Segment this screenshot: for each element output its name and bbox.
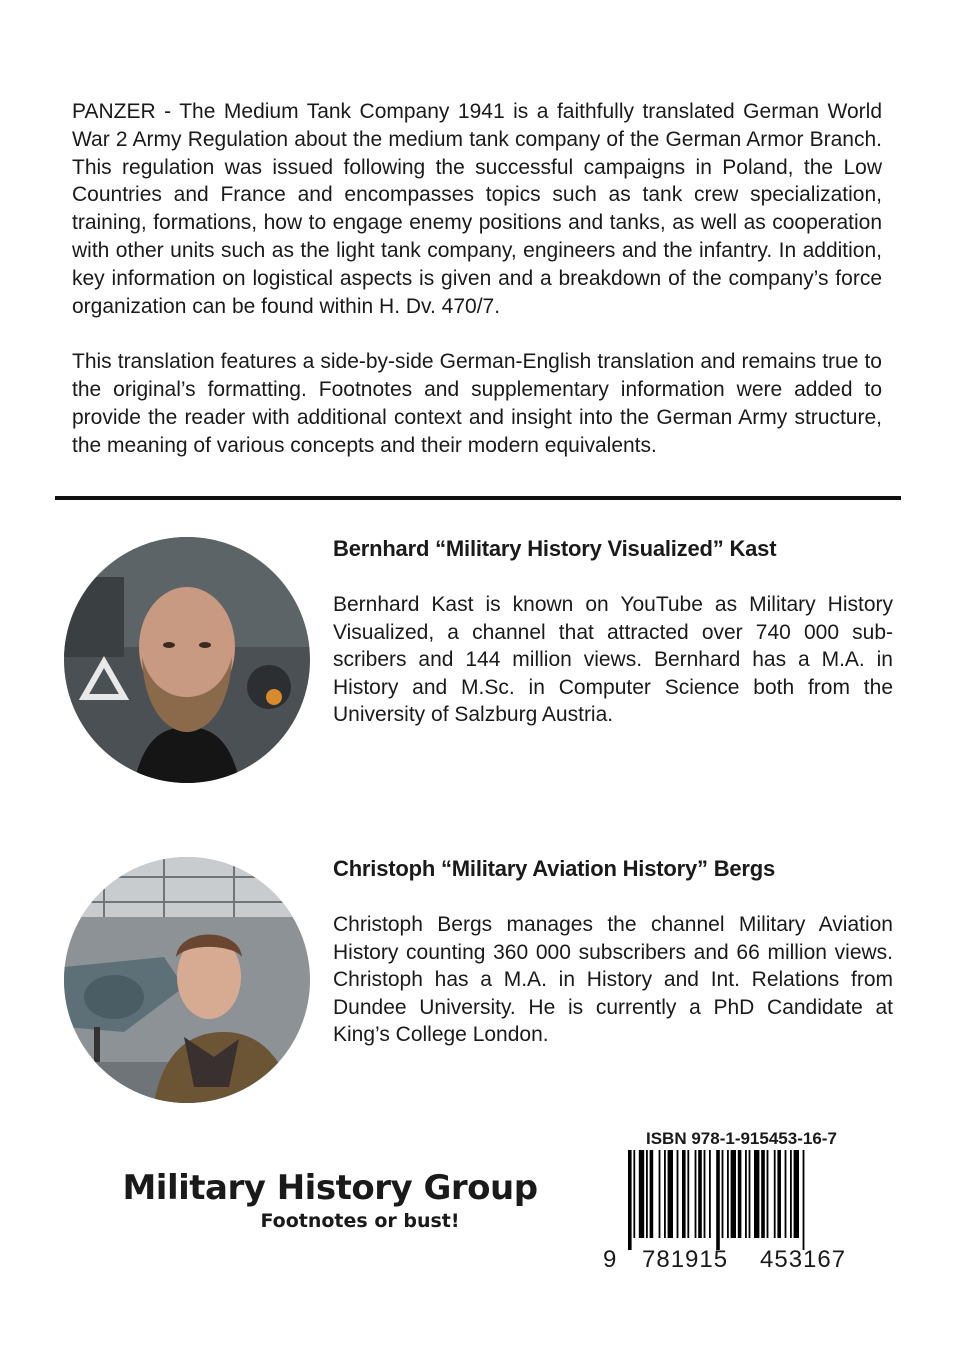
barcode-bar (774, 1150, 776, 1238)
barcode (598, 1150, 868, 1250)
author-name-bernhard: Bernhard “Military History Visualized” Kast (333, 536, 777, 561)
barcode-bar (704, 1150, 706, 1238)
barcode-bar (722, 1150, 724, 1238)
barcode-bar (633, 1150, 635, 1238)
barcode-digits-right: 453167 (760, 1246, 847, 1273)
barcode-digits-left: 781915 (642, 1246, 729, 1273)
barcode-bar (803, 1150, 805, 1250)
blurb-paragraph-1: PANZER - The Medium Tank Company 1941 is a faithfully translated German World War 2 Army Regulation about the medium tank company of the German Armor Branch. This regulation was issued following the successful campaigns in Poland, the Low Countries and France and encompasses topics such as tank crew specialization, training, formations, how to engage enemy positions and tanks, as well as cooperation with other units such as the light tank company, engineers and the infantry. In addition, key information on logistical aspects is given and a breakdown of the company’s force organization can be found within H. Dv. 470/7. (72, 100, 882, 318)
barcode-bar (687, 1150, 689, 1238)
barcode-bar (749, 1150, 751, 1238)
section-divider (55, 496, 901, 500)
author-photo-christoph (64, 857, 310, 1103)
barcode-bar (754, 1150, 759, 1238)
barcode-bar (650, 1150, 654, 1238)
barcode-bar (790, 1150, 792, 1238)
author-photo-bernhard (64, 537, 310, 783)
barcode-bar (628, 1150, 632, 1250)
barcode-bar (677, 1150, 679, 1238)
isbn-label: ISBN 978-1-915453-16-7 (646, 1129, 837, 1148)
publisher-name: Military History Group (122, 1168, 538, 1208)
barcode-bar (738, 1150, 742, 1238)
barcode-bar (777, 1150, 781, 1238)
barcode-bar (709, 1150, 711, 1238)
barcode-bar (664, 1150, 666, 1238)
blurb-paragraph-2: This translation features a side-by-side German-English translation and remains true to the original’s formatting. Footnotes and supplementary information were added to provide the reader with additional context and insight into the German Army structure, the meaning of various concepts and their modern equivalents. (72, 350, 882, 457)
barcode-bar (639, 1150, 644, 1238)
barcode-bar (731, 1150, 736, 1238)
author-name-christoph: Christoph “Military Aviation History” Bergs (333, 856, 776, 881)
barcode-bar (745, 1150, 747, 1238)
barcode-bar (695, 1150, 697, 1238)
publisher-logo (90, 1168, 570, 1232)
book-blurb (72, 98, 882, 488)
barcode-bar (716, 1150, 720, 1250)
author-bio-christoph: Christoph Bergs manages the channel Military Aviation History counting 360 000 subscribers and 66 million views. Christoph has a M.A. in History and Int. Relations from Dundee University. He is currently a PhD Candidate at King’s College London. (333, 913, 893, 1047)
barcode-bar (767, 1150, 769, 1238)
barcode-bar (698, 1150, 702, 1238)
barcode-bar (646, 1150, 648, 1238)
publisher-tagline: Footnotes or bust! (260, 1210, 460, 1232)
barcode-digit-lead: 9 (603, 1246, 618, 1273)
barcode-bar (727, 1150, 729, 1238)
barcode-bar (785, 1150, 787, 1238)
barcode-bar (668, 1150, 673, 1238)
barcode-bar (682, 1150, 686, 1238)
barcode-bar (659, 1150, 661, 1238)
barcode-bar (761, 1150, 765, 1238)
author-bio-bernhard: Bernhard Kast is known on YouTube as Military History Visualized, a channel that attracted over 740 000 subscribers and 144 million views. Bernhard has a M.A. in History and M.Sc. in Computer Science both from the University of Salzburg Austria. (333, 593, 893, 727)
barcode-bar (794, 1150, 799, 1238)
